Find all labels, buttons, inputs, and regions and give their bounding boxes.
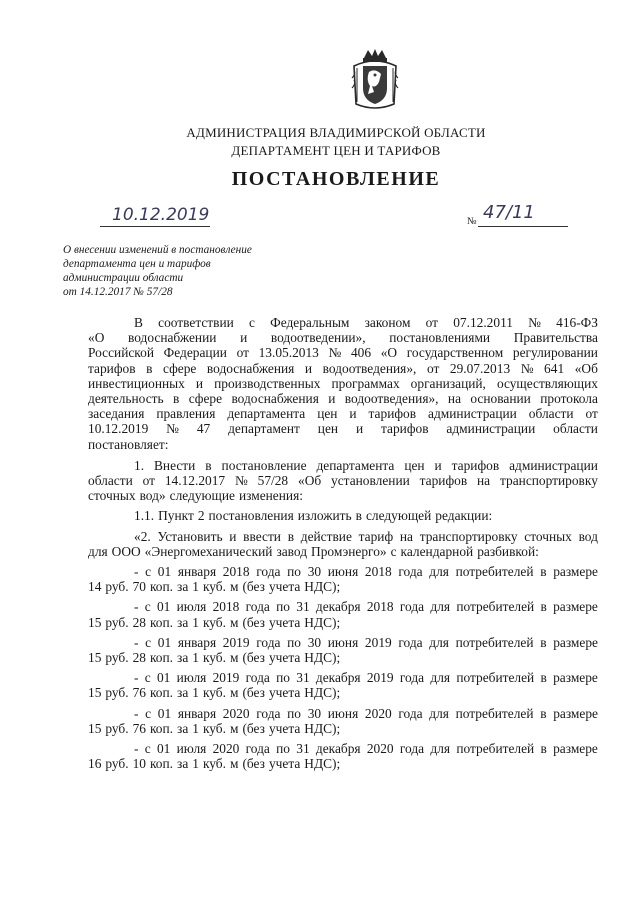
paragraph-line: - с 01 июля 2019 года по 31 декабря 2019 года для потребителей в размере bbox=[134, 670, 598, 686]
number-underline bbox=[478, 226, 568, 227]
number-label: № bbox=[467, 216, 477, 227]
paragraph-line: 15 руб. 76 коп. за 1 куб. м (без учета НДС); bbox=[88, 685, 341, 701]
document-date: 10.12.2019 bbox=[112, 205, 210, 225]
paragraph-line: «О водоснабжении и водоотведении», постановлениями Правительства bbox=[88, 330, 598, 346]
date-underline bbox=[100, 226, 210, 227]
body-paragraph bbox=[88, 508, 598, 523]
paragraph-line: - с 01 января 2019 года по 30 июня 2019 года для потребителей в размере bbox=[134, 634, 598, 650]
document-title: ПОСТАНОВЛЕНИЕ bbox=[231, 168, 441, 190]
paragraph-line: 14 руб. 70 коп. за 1 куб. м (без учета НДС); bbox=[88, 579, 341, 595]
paragraph-line: заседания правления департамента цен и тарифов администрации области от bbox=[88, 406, 598, 422]
body-paragraph bbox=[88, 564, 598, 594]
org-line-1: АДМИНИСТРАЦИЯ ВЛАДИМИРСКОЙ ОБЛАСТИ bbox=[186, 125, 486, 140]
paragraph-line: - с 01 июля 2020 года по 31 декабря 2020 года для потребителей в размере bbox=[134, 741, 598, 757]
paragraph-line: - с 01 января 2020 года по 30 июня 2020 года для потребителей в размере bbox=[134, 705, 598, 721]
document-body bbox=[88, 315, 598, 771]
body-paragraph bbox=[88, 529, 598, 559]
paragraph-line: деятельность в сфере водоснабжения и водоотведения», на основании протокола bbox=[88, 391, 598, 407]
paragraph-line: 10.12.2019 № 47 департамент цен и тарифов администрации области bbox=[88, 421, 598, 437]
subject-line: администрации области bbox=[63, 272, 184, 284]
org-line-2: ДЕПАРТАМЕНТ ЦЕН И ТАРИФОВ bbox=[231, 143, 441, 158]
body-paragraph bbox=[88, 458, 598, 504]
paragraph-line: В соответствии с Федеральным законом от 07.12.2011 № 416-ФЗ bbox=[134, 315, 598, 330]
paragraph-line: «2. Установить и ввести в действие тариф на транспортировку сточных вод bbox=[134, 528, 598, 544]
subject-line: от 14.12.2017 № 57/28 bbox=[63, 286, 173, 298]
paragraph-line: 16 руб. 10 коп. за 1 куб. м (без учета НДС); bbox=[88, 756, 341, 772]
paragraph-line: 15 руб. 76 коп. за 1 куб. м (без учета НДС); bbox=[88, 720, 341, 736]
paragraph-line: для ООО «Энергомеханический завод Промэнерго» с календарной разбивкой: bbox=[88, 543, 539, 559]
body-paragraph bbox=[88, 315, 598, 452]
body-paragraph bbox=[88, 741, 598, 771]
paragraph-line: области от 14.12.2017 № 57/28 «Об установлении тарифов на транспортировку bbox=[88, 473, 598, 489]
body-paragraph bbox=[88, 599, 598, 629]
paragraph-line: - с 01 января 2018 года по 30 июня 2018 года для потребителей в размере bbox=[134, 564, 598, 580]
subject-line: О внесении изменений в постановление bbox=[63, 244, 252, 256]
paragraph-line: 1. Внести в постановление департамента цен и тарифов администрации bbox=[134, 457, 598, 473]
document-subject bbox=[63, 243, 323, 299]
paragraph-line: инвестиционных и производственных программах организаций, осуществляющих bbox=[88, 375, 598, 391]
paragraph-line: сточных вод» следующие изменения: bbox=[88, 488, 303, 504]
paragraph-line: 15 руб. 28 коп. за 1 куб. м (без учета НДС); bbox=[88, 650, 341, 666]
body-paragraph bbox=[88, 706, 598, 736]
subject-line: департамента цен и тарифов bbox=[63, 258, 211, 270]
paragraph-line: 1.1. Пункт 2 постановления изложить в следующей редакции: bbox=[134, 508, 493, 524]
paragraph-line: Российской Федерации от 13.05.2013 № 406 «О государственном регулировании bbox=[88, 345, 598, 361]
document-number: 47/11 bbox=[483, 202, 535, 223]
paragraph-line: постановляет: bbox=[88, 436, 169, 452]
body-paragraph bbox=[88, 635, 598, 665]
paragraph-line: - с 01 июля 2018 года по 31 декабря 2018 года для потребителей в размере bbox=[134, 599, 598, 615]
paragraph-line: 15 руб. 28 коп. за 1 куб. м (без учета НДС); bbox=[88, 614, 341, 630]
body-paragraph bbox=[88, 670, 598, 700]
paragraph-line: тарифов в сфере водоснабжения и водоотведения», от 29.07.2013 № 641 «Об bbox=[88, 360, 598, 376]
coat-of-arms-icon bbox=[350, 48, 400, 112]
